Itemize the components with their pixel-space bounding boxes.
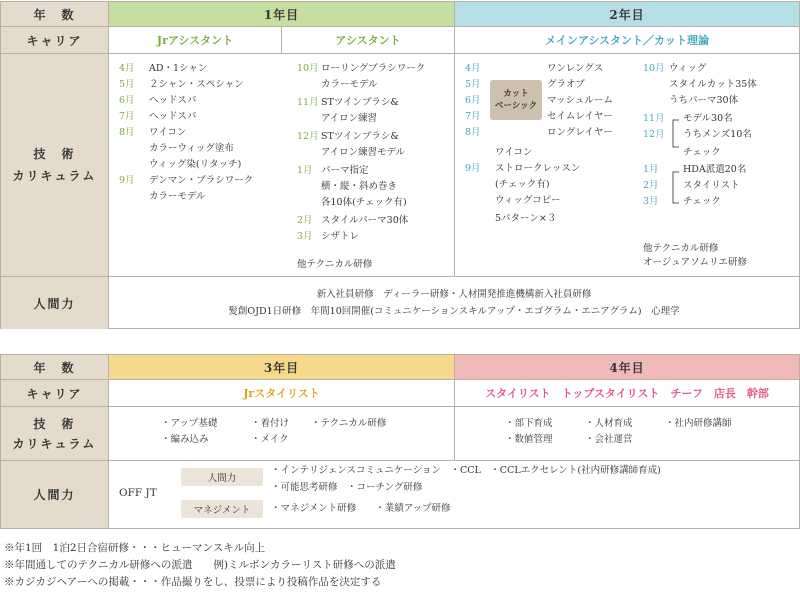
month-label: 9月 bbox=[119, 175, 135, 186]
month-label: 6月 bbox=[119, 95, 135, 106]
human-line: 新入社員研修 ディーラー研修・人材開発推進機構新入社員研修 bbox=[316, 289, 592, 300]
year2-curriculum-right bbox=[643, 62, 797, 274]
footnote: ※年1回 1泊2日合宿研修・・・ヒューマンスキル向上 bbox=[4, 542, 266, 554]
month-label: 9月 bbox=[465, 163, 481, 174]
month-label: 4月 bbox=[119, 63, 135, 74]
month-label: 1月 bbox=[297, 165, 313, 176]
curriculum-item: カラーモデル bbox=[321, 79, 378, 90]
curriculum-item: 5パターン×３ bbox=[495, 213, 557, 224]
career-main-assistant: メインアシスタント／カット理論 bbox=[545, 34, 709, 47]
cut-item: セイムレイヤー bbox=[547, 111, 613, 122]
curriculum-item: 横・縦・斜め巻き bbox=[321, 181, 398, 192]
month-label: 2月 bbox=[297, 215, 313, 226]
curriculum-item: ワイコン bbox=[149, 127, 187, 138]
curriculum-item: うちメンズ10名 bbox=[683, 129, 752, 140]
month-label: 12月 bbox=[643, 129, 665, 140]
curriculum-item: AD・1シャン bbox=[149, 63, 208, 74]
curriculum-item: ・編み込み bbox=[161, 434, 209, 445]
career-assistant: アシスタント bbox=[335, 34, 401, 47]
other-training: 他テクニカル研修 bbox=[297, 259, 373, 270]
year1-curriculum-right bbox=[297, 62, 452, 272]
curriculum-item: ・会社運営 bbox=[585, 434, 633, 445]
curriculum-item: カラーモデル bbox=[149, 191, 206, 202]
label-career: キャリア bbox=[1, 380, 108, 406]
curriculum-item: STツインブラシ& bbox=[321, 97, 399, 108]
curriculum-item: ワイコン bbox=[495, 147, 533, 158]
label-human: 人間力 bbox=[1, 461, 108, 528]
curriculum-item: ・メイク bbox=[251, 434, 289, 445]
month-label: 11月 bbox=[643, 113, 665, 124]
month-label: 6月 bbox=[465, 95, 481, 106]
other-training: オージュアソムリエ研修 bbox=[643, 257, 747, 268]
bracket-icon bbox=[669, 117, 681, 207]
label-years: 年 数 bbox=[1, 2, 108, 26]
career-stylist-ranks: スタイリスト トップスタイリスト チーフ 店長 幹部 bbox=[485, 387, 769, 400]
month-label: 3月 bbox=[297, 231, 313, 242]
curriculum-item: 各10体(チェック有) bbox=[321, 197, 407, 208]
cut-item: マッシュルーム bbox=[547, 95, 613, 106]
footnote: ※年間通してのテクニカル研修への派遣 例)ミルボンカラーリスト研修への派遣 bbox=[4, 559, 396, 571]
label-human: 人間力 bbox=[1, 277, 108, 329]
month-label: 8月 bbox=[465, 127, 481, 138]
month-label: 5月 bbox=[465, 79, 481, 90]
management-training-line: ・マネジメント研修 ・業績アップ研修 bbox=[271, 503, 451, 514]
label-curriculum-line2: カリキュラム bbox=[12, 169, 97, 183]
month-label: 2月 bbox=[643, 180, 659, 191]
cut-basic-line1: カット bbox=[503, 89, 529, 99]
curriculum-item: ２シャン・スペシャン bbox=[149, 79, 244, 90]
curriculum-item: モデル30名 bbox=[683, 113, 733, 124]
curriculum-item: パーマ指定 bbox=[321, 165, 369, 176]
other-training: 他テクニカル研修 bbox=[643, 243, 719, 254]
curriculum-item: ・数値管理 bbox=[505, 434, 553, 445]
curriculum-item: カラーウィッグ塗布 bbox=[149, 143, 234, 154]
month-label: 10月 bbox=[297, 63, 319, 74]
label-curriculum-line2: カリキュラム bbox=[12, 436, 97, 451]
year12-human bbox=[109, 278, 799, 328]
career-jr-stylist: Jrスタイリスト bbox=[243, 387, 320, 400]
curriculum-item: STツインブラシ& bbox=[321, 131, 399, 142]
cut-item: ロングレイヤー bbox=[547, 127, 613, 138]
label-years: 年 数 bbox=[1, 355, 108, 379]
off-jt-label: OFF JT bbox=[119, 487, 157, 499]
curriculum-item: ・着付け bbox=[251, 418, 290, 429]
curriculum-item: ・社内研修講師 bbox=[665, 418, 732, 429]
month-label: 1月 bbox=[643, 164, 659, 175]
month-label: 12月 bbox=[297, 131, 319, 142]
curriculum-item: スタイリスト bbox=[683, 180, 740, 191]
curriculum-item: デンマン・ブラシワーク bbox=[149, 175, 254, 186]
curriculum-item: HDA派遣20名 bbox=[683, 164, 747, 175]
curriculum-item: ・部下育成 bbox=[505, 418, 553, 429]
curriculum-item: チェック bbox=[683, 147, 721, 158]
curriculum-item: ウィッグ bbox=[669, 63, 707, 74]
year2-curriculum-left bbox=[465, 62, 635, 272]
year1-header: 1年目 bbox=[109, 2, 454, 26]
month-label: 8月 bbox=[119, 127, 135, 138]
curriculum-item: ウィッグ染(リタッチ) bbox=[149, 159, 242, 170]
cut-basic-line2: ベーシック bbox=[494, 101, 538, 111]
curriculum-item: ヘッドスパ bbox=[149, 111, 197, 122]
career-jr-assistant: Jrアシスタント bbox=[156, 34, 234, 47]
curriculum-item: スタイルパーマ30体 bbox=[321, 215, 409, 226]
month-label: 3月 bbox=[643, 196, 659, 207]
curriculum-item: (チェック有) bbox=[495, 179, 550, 190]
footnote: ※カジカジヘアーへの掲載・・・作品撮りをし、投票により投稿作品を決定する bbox=[4, 576, 382, 588]
year3-header: 3年目 bbox=[109, 355, 454, 379]
month-label: 5月 bbox=[119, 79, 135, 90]
management-pill: マネジメント bbox=[181, 500, 263, 518]
month-label: 4月 bbox=[465, 63, 481, 74]
curriculum-item: ウィッグコピー bbox=[495, 195, 561, 206]
year4-header: 4年目 bbox=[455, 355, 799, 379]
month-label: 10月 bbox=[643, 63, 665, 74]
month-label: 7月 bbox=[119, 111, 135, 122]
cut-basic-badge bbox=[490, 80, 542, 120]
month-label: 7月 bbox=[465, 111, 481, 122]
label-curriculum bbox=[1, 54, 108, 276]
human-line: 髪創OJD1日研修 年間10回開催(コミュニケーションスキルアップ・エゴグラム・エニアグラム) 心理学 bbox=[228, 306, 680, 317]
curriculum-item: ヘッドスパ bbox=[149, 95, 197, 106]
curriculum-item: うちパーマ30体 bbox=[669, 95, 739, 106]
training-table-1 bbox=[0, 1, 800, 329]
cut-item: ワンレングス bbox=[547, 63, 604, 74]
curriculum-item: シザトレ bbox=[321, 231, 360, 242]
curriculum-item: ・アップ基礎 bbox=[161, 418, 218, 429]
human-skill-pill: 人間力 bbox=[181, 468, 263, 486]
curriculum-item: ・テクニカル研修 bbox=[311, 418, 387, 429]
curriculum-item: ・人材育成 bbox=[585, 418, 633, 429]
human-training-line: ・インテリジェンスコミュニケーション ・CCL ・CCLエクセレント(社内研修講師育成) bbox=[271, 465, 661, 476]
year2-header: 2年目 bbox=[455, 2, 799, 26]
label-curriculum-line1: 技 術 bbox=[33, 416, 76, 431]
cut-item: グラオブ bbox=[547, 79, 585, 90]
label-curriculum-line1: 技 術 bbox=[33, 147, 76, 161]
curriculum-item: アイロン練習モデル bbox=[321, 147, 406, 158]
year1-curriculum-left bbox=[119, 62, 279, 272]
curriculum-item: チェック bbox=[683, 196, 721, 207]
curriculum-item: ストロークレッスン bbox=[495, 163, 581, 174]
training-table-2 bbox=[0, 354, 800, 529]
curriculum-item: ローリングブラシワーク bbox=[321, 63, 426, 74]
month-label: 11月 bbox=[297, 97, 319, 108]
curriculum-item: スタイルカット35体 bbox=[669, 79, 757, 90]
label-career: キャリア bbox=[1, 27, 108, 53]
human-training-line: ・可能思考研修 ・コーチング研修 bbox=[271, 482, 423, 493]
label-curriculum bbox=[1, 407, 108, 460]
curriculum-item: アイロン練習 bbox=[321, 113, 378, 124]
